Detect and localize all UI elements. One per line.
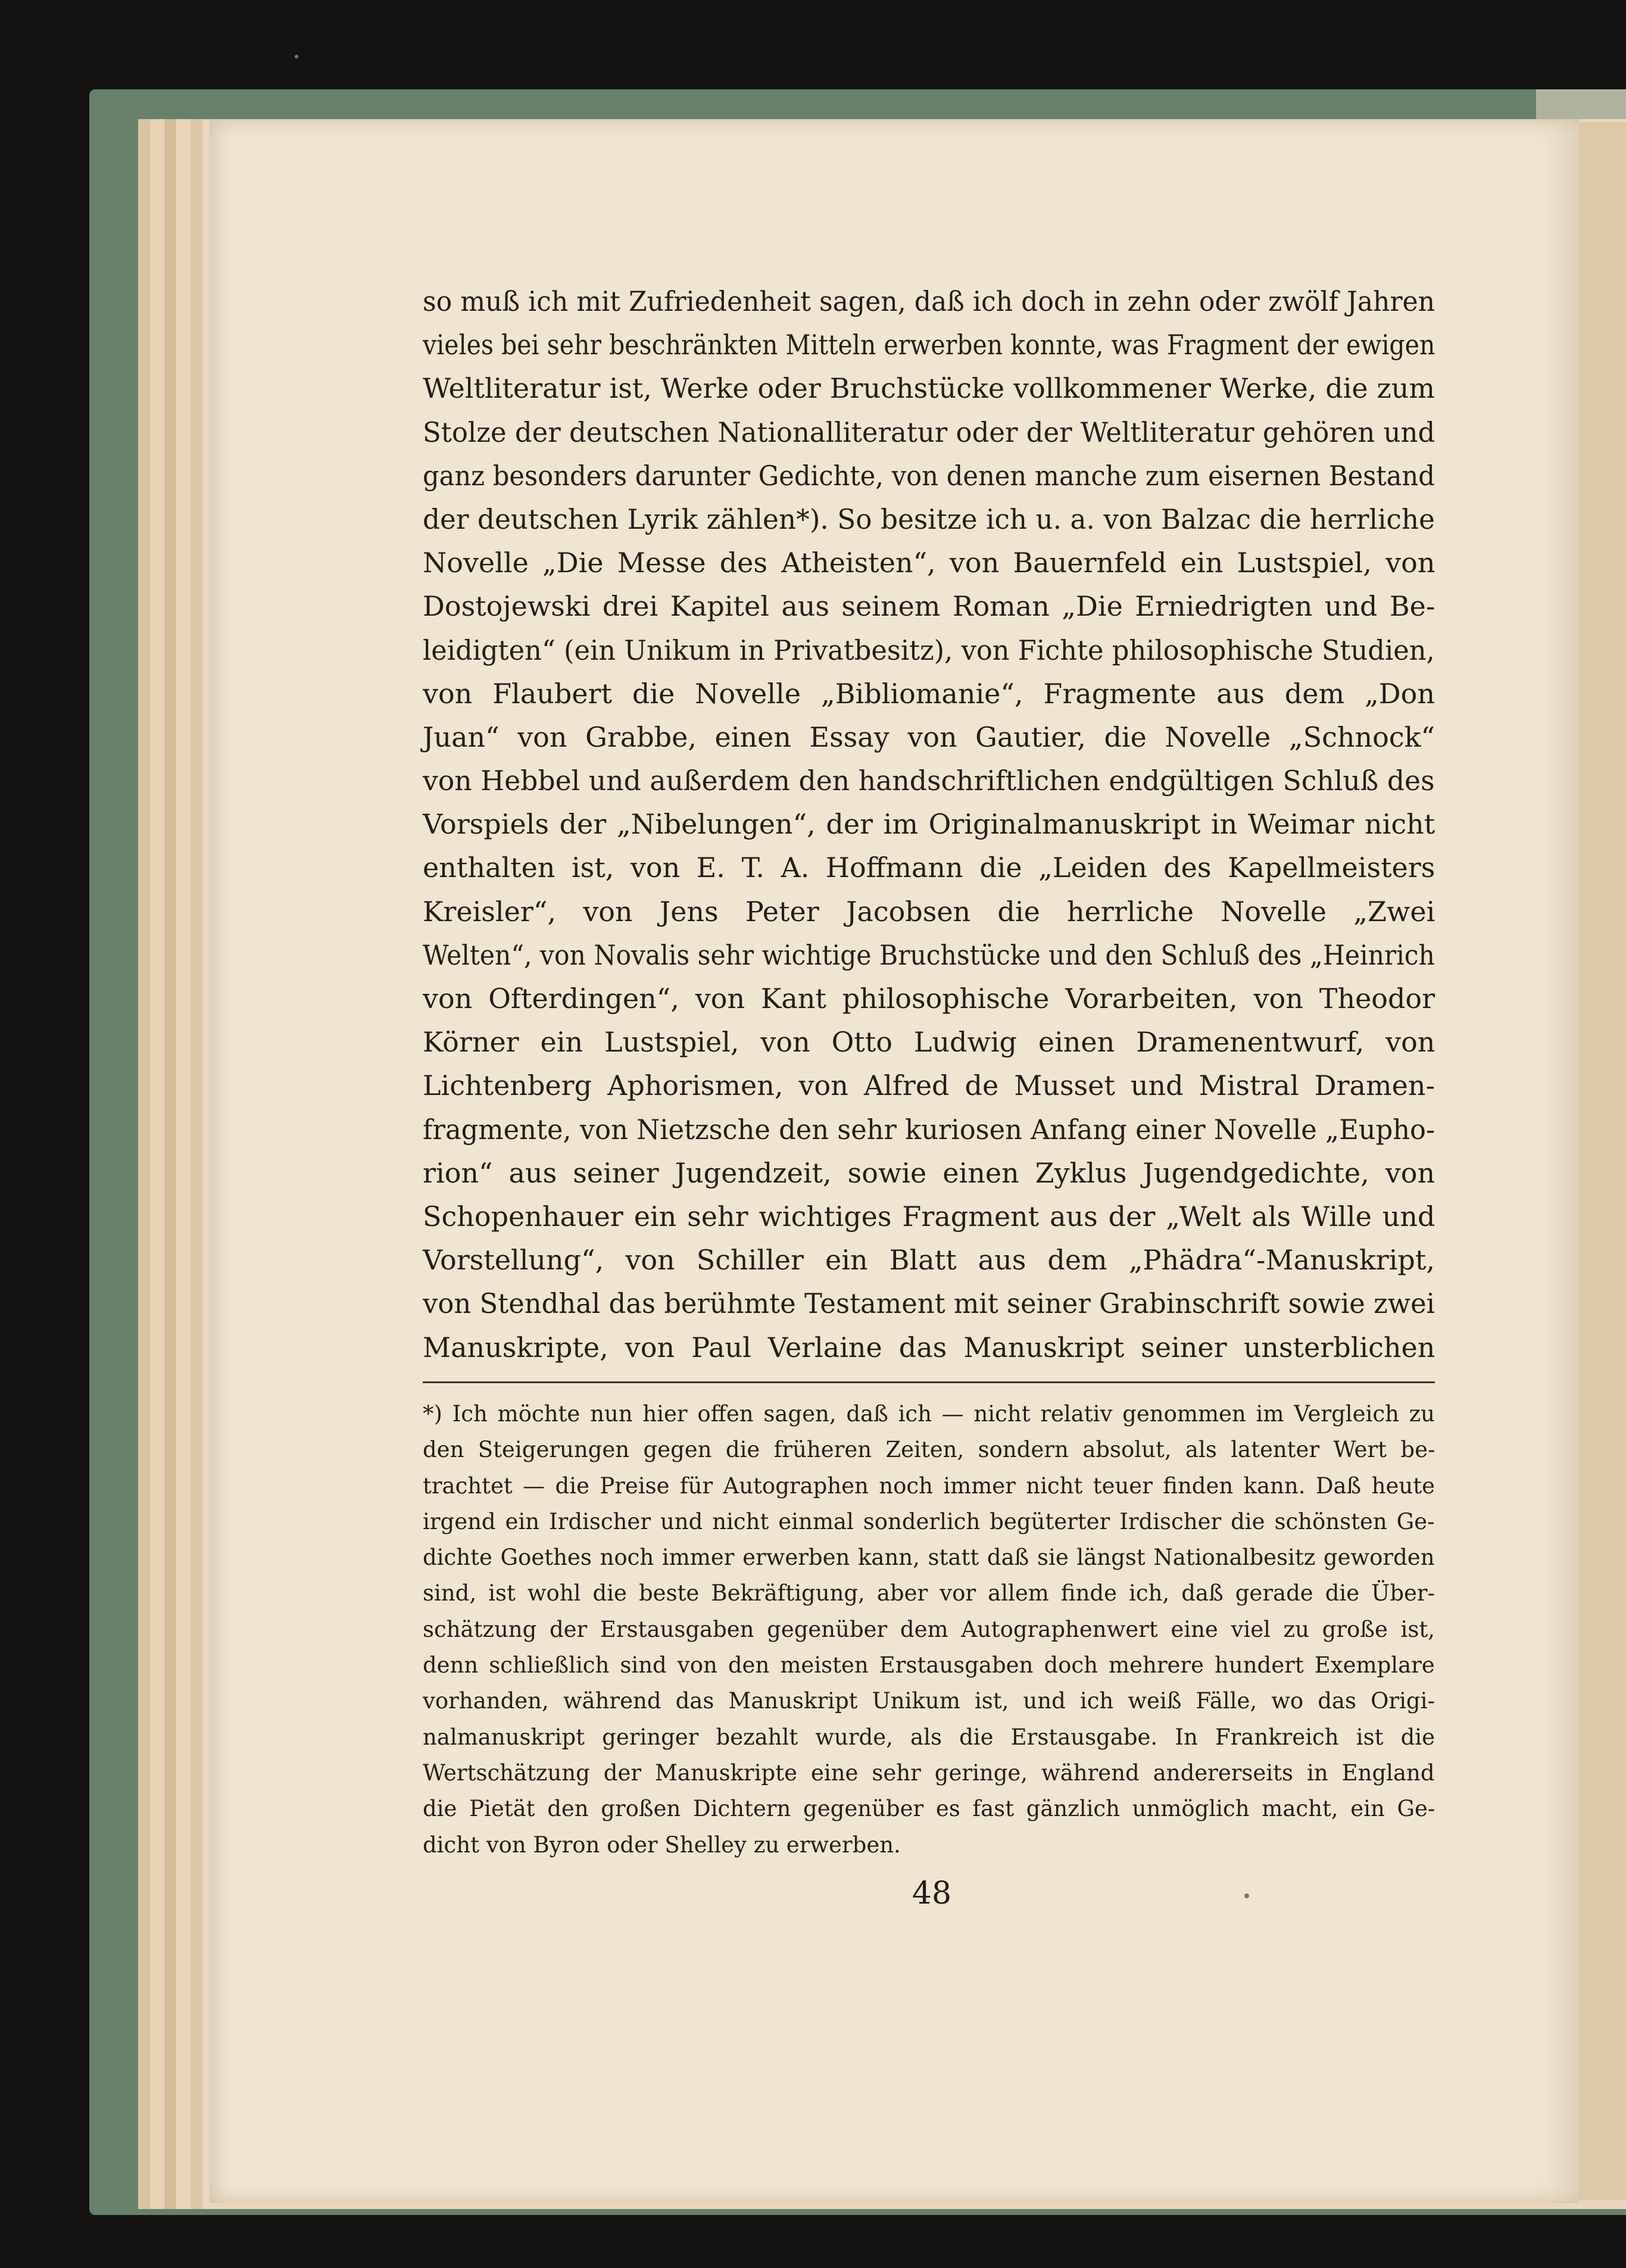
- footnote-line: Wertschätzung der Manuskripte eine sehr geringe, während andererseits in England: [423, 1760, 1435, 1786]
- text-line: Dostojewski drei Kapitel aus seinem Roman „Die Erniedrigten und Be-: [423, 590, 1435, 623]
- text-line: Welten“, von Novalis sehr wichtige Bruchstücke und den Schluß des „Heinrich: [423, 938, 1435, 971]
- footnote: [423, 1396, 1435, 1863]
- footnote-line: nalmanuskript geringer bezahlt wurde, als die Erstausgabe. In Frankreich ist die: [423, 1724, 1435, 1750]
- text-line: der deutschen Lyrik zählen*). So besitze ich u. a. von Balzac die herrliche: [423, 503, 1435, 535]
- text-line: ganz besonders darunter Gedichte, von denen manche zum eisernen Bestand: [423, 459, 1435, 492]
- page-number: 48: [912, 1876, 952, 1911]
- dust-speck: [295, 55, 298, 58]
- footnote-line: irgend ein Irdischer und nicht einmal sonderlich begüterter Irdischer die schönsten Ge-: [423, 1508, 1435, 1534]
- footnote-line: schätzung der Erstausgaben gegenüber dem Autographenwert eine viel zu große ist,: [423, 1616, 1435, 1642]
- text-line: Weltliteratur ist, Werke oder Bruchstücke vollkommener Werke, die zum: [423, 372, 1435, 405]
- text-line: Lichtenberg Aphorismen, von Alfred de Musset und Mistral Dramen-: [423, 1069, 1435, 1102]
- text-line: Kreisler“, von Jens Peter Jacobsen die herrliche Novelle „Zwei: [423, 895, 1435, 928]
- text-line: vieles bei sehr beschränkten Mitteln erwerben konnte, was Fragment der ewigen: [423, 329, 1435, 361]
- text-line: Juan“ von Grabbe, einen Essay von Gautier, die Novelle „Schnock“: [423, 720, 1435, 753]
- footnote-line: die Pietät den großen Dichtern gegenüber es fast gänzlich unmöglich macht, ein Ge-: [423, 1796, 1435, 1822]
- footnote-line: dichte Goethes noch immer erwerben kann, statt daß sie längst Nationalbesitz geworden: [423, 1545, 1435, 1571]
- footnote-line: sind, ist wohl die beste Bekräftigung, aber vor allem finde ich, daß gerade die Über-: [423, 1580, 1435, 1606]
- text-line: Manuskripte, von Paul Verlaine das Manuskript seiner unsterblichen: [423, 1331, 1435, 1364]
- paper-speck: [1244, 1893, 1249, 1898]
- footnote-line: denn schließlich sind von den meisten Erstausgaben doch mehrere hundert Exemplare: [423, 1652, 1435, 1679]
- footnote-line: *) Ich möchte nun hier offen sagen, daß ich — nicht relativ genommen im Vergleich zu: [423, 1401, 1435, 1427]
- text-line: so muß ich mit Zufriedenheit sagen, daß ich doch in zehn oder zwölf Jahren: [423, 285, 1435, 317]
- footnote-line: vorhanden, während das Manuskript Unikum ist, und ich weiß Fälle, wo das Origi-: [423, 1688, 1435, 1714]
- text-line: Novelle „Die Messe des Atheisten“, von Bauernfeld ein Lustspiel, von: [423, 547, 1435, 579]
- footnote-line: dicht von Byron oder Shelley zu erwerben.: [423, 1832, 901, 1858]
- text-line: von Stendhal das berühmte Testament mit seiner Grabinschrift sowie zwei: [423, 1287, 1435, 1320]
- facing-page-edge: [1578, 122, 1626, 2200]
- text-line: enthalten ist, von E. T. A. Hoffmann die „Leiden des Kapellmeisters: [423, 851, 1435, 884]
- footnote-divider: [423, 1381, 1435, 1383]
- text-line: Vorspiels der „Nibelungen“, der im Originalmanuskript in Weimar nicht: [423, 808, 1435, 841]
- text-line: Vorstellung“, von Schiller ein Blatt aus dem „Phädra“-Manuskript,: [423, 1244, 1435, 1277]
- text-line: Körner ein Lustspiel, von Otto Ludwig einen Dramenentwurf, von: [423, 1026, 1435, 1059]
- body-text: [423, 280, 1435, 1369]
- text-line: fragmente, von Nietzsche den sehr kuriosen Anfang einer Novelle „Eupho-: [423, 1113, 1435, 1146]
- text-line: von Ofterdingen“, von Kant philosophische Vorarbeiten, von Theodor: [423, 982, 1435, 1015]
- text-line: von Flaubert die Novelle „Bibliomanie“, Fragmente aus dem „Don: [423, 677, 1435, 710]
- text-line: rion“ aus seiner Jugendzeit, sowie einen Zyklus Jugendgedichte, von: [423, 1156, 1435, 1189]
- text-line: Schopenhauer ein sehr wichtiges Fragment aus der „Welt als Wille und: [423, 1200, 1435, 1233]
- text-line: von Hebbel und außerdem den handschriftlichen endgültigen Schluß des: [423, 765, 1435, 797]
- text-line: Stolze der deutschen Nationalliteratur oder der Weltliteratur gehören und: [423, 416, 1435, 448]
- footnote-line: trachtet — die Preise für Autographen noch immer nicht teuer finden kann. Daß heute: [423, 1473, 1435, 1499]
- footnote-line: den Steigerungen gegen die früheren Zeiten, sondern absolut, als latenter Wert be-: [423, 1437, 1435, 1463]
- text-line: leidigten“ (ein Unikum in Privatbesitz), von Fichte philosophische Studien,: [423, 634, 1435, 666]
